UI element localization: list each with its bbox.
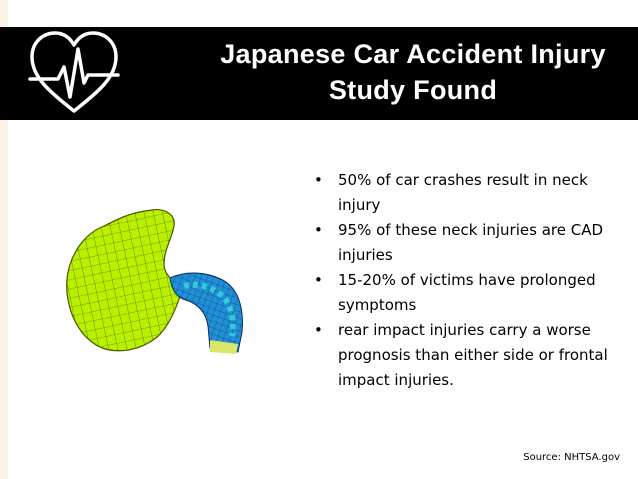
title-line-1: Japanese Car Accident Injury [220, 39, 606, 69]
heart-pulse-icon [24, 27, 124, 120]
list-item-text: 95% of these neck injuries are CAD injuries [338, 221, 604, 264]
spine-model-image [60, 208, 250, 368]
list-item [312, 218, 612, 268]
bullet-icon: • [314, 271, 323, 289]
list-item [312, 318, 612, 393]
findings-list [312, 168, 612, 393]
title-banner [0, 27, 638, 120]
page-title [195, 36, 631, 108]
list-item [312, 168, 612, 218]
list-item [312, 268, 612, 318]
list-item-text: rear impact injuries carry a worse prognosis than either side or frontal impact injuries. [338, 321, 608, 389]
bullet-icon: • [314, 221, 323, 239]
title-line-2: Study Found [328, 75, 498, 105]
bullet-icon: • [314, 171, 323, 189]
list-item-text: 50% of car crashes result in neck injury [338, 171, 588, 214]
bullet-icon: • [314, 321, 323, 339]
source-citation: Source: NHTSA.gov [523, 452, 620, 463]
list-item-text: 15-20% of victims have prolonged symptoms [338, 271, 596, 314]
